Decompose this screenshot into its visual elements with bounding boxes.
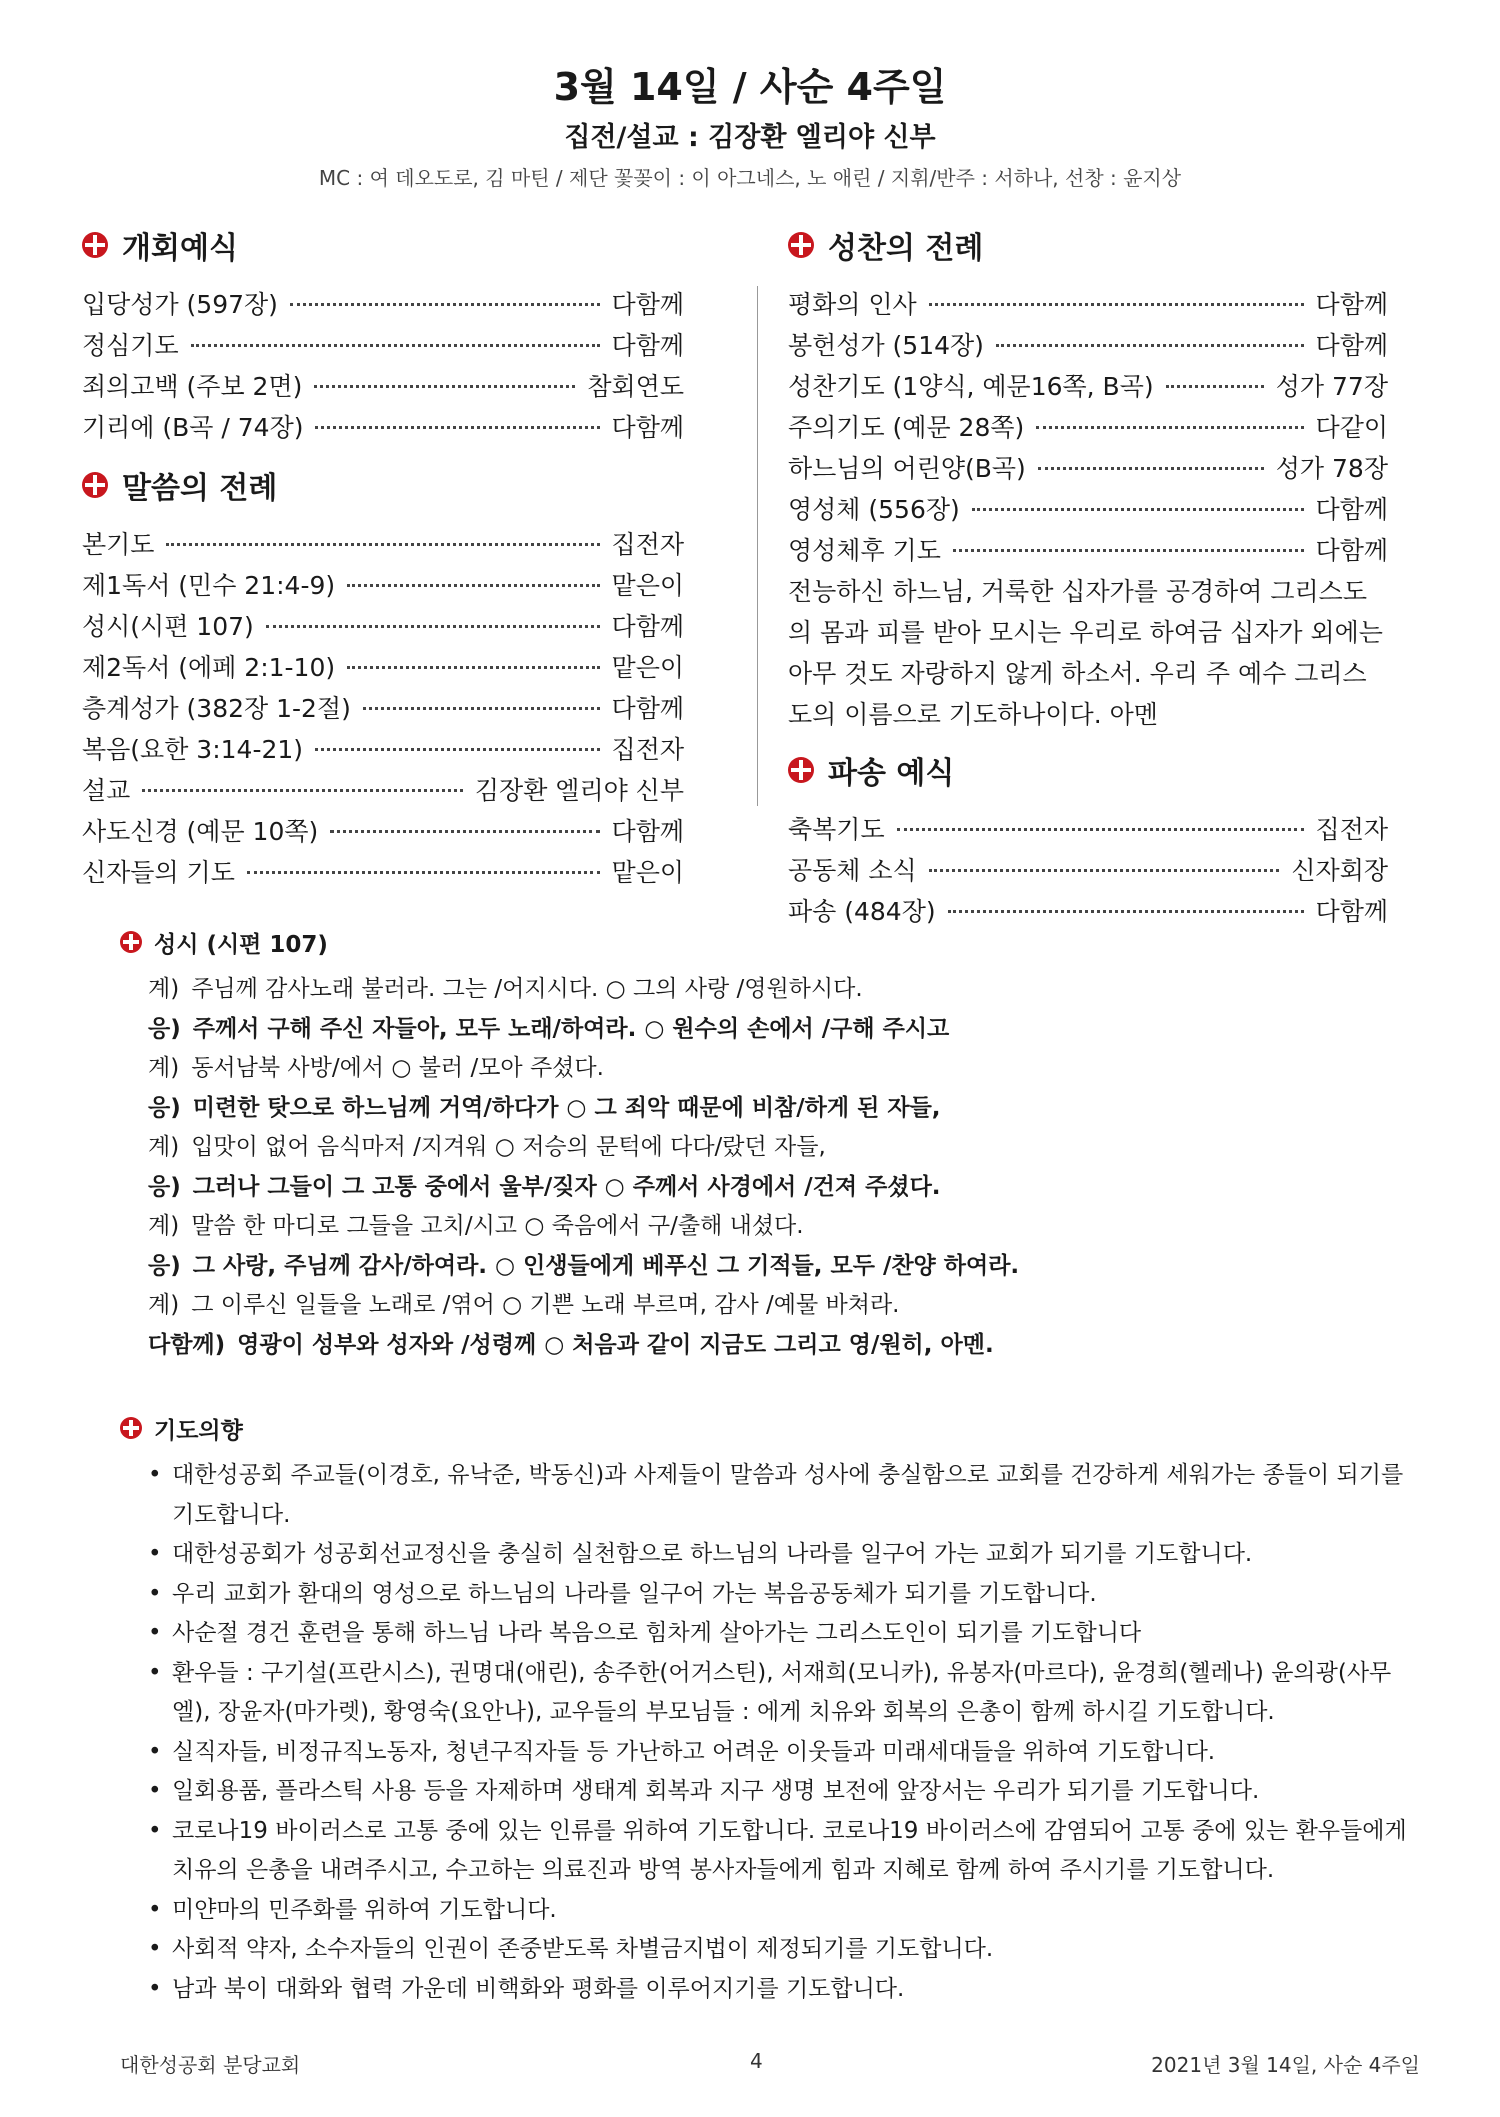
order-item [82,729,684,770]
psalm-tag: 계) [148,1134,180,1160]
leader-dots [247,871,600,874]
item-value: 집전자 [1315,815,1388,844]
section-title: 성시 (시편 107) [154,931,328,958]
order-item [788,366,1388,407]
item-label: 주의기도 (예문 28쪽) [788,413,1025,442]
psalm-line [120,1247,1420,1287]
leader-dots [972,508,1304,511]
item-label: 제1독서 (민수 21:4-9) [82,571,336,600]
word-list [82,524,684,893]
intention-text: • 우리 교회가 환대의 영성으로 하느님의 나라를 일구어 가는 복음공동체가 되기를 기도합니다. [172,1580,1097,1607]
psalm-text: 미련한 탓으로 하느님께 거역/하다가 ○ 그 죄악 때문에 비참/하게 된 자들, [192,1094,941,1121]
list-item [120,1456,1420,1535]
cross-icon [120,1417,142,1439]
leader-dots [315,426,599,429]
list-item [120,1654,1420,1733]
list-item [120,1930,1420,1970]
leader-dots [266,625,600,628]
page-title: 3월 14일 / 사순 4주일 [553,65,947,109]
section-title: 파송 예식 [828,756,955,791]
psalm-heading [120,922,1420,962]
leader-dots [363,707,600,710]
cross-icon [82,232,108,258]
item-value: 참회연도 [587,372,684,401]
list-item [120,1614,1420,1654]
item-value: 다함께 [611,290,684,319]
item-value: 다같이 [1315,413,1388,442]
item-label: 성시(시편 107) [82,612,254,641]
intention-text: • 사순절 경건 훈련을 통해 하느님 나라 복음으로 힘차게 살아가는 그리스도인이 되기를 기도합니다 [172,1620,1142,1646]
psalm-text: 영광이 성부와 성자와 /성령께 ○ 처음과 같이 지금도 그리고 영/원히, 아멘. [237,1331,994,1358]
item-value: 다함께 [1315,897,1388,926]
item-label: 본기도 [82,530,155,559]
intention-text: • 일회용품, 플라스틱 사용 등을 자제하며 생태계 회복과 지구 생명 보전에 앞장서는 우리가 되기를 기도합니다. [172,1778,1260,1804]
order-item [82,770,684,811]
intention-text: • 환우들 : 구기설(프란시스), 권명대(애린), 송주한(어거스틴), 서재희(모니카), 유봉자(마르다), 윤경희(헬레나) 윤의광(사무엘), 장윤자(마가렛), 황영숙(요안나), 교우들의 부모님들 : 에게 치유와 회복의 은총이 함께 하시길 기도합니다. [172,1659,1392,1725]
intention-text: • 사회적 약자, 소수자들의 인권이 존중받도록 차별금지법이 제정되기를 기도합니다. [172,1936,994,1962]
intention-text: • 미얀마의 민주화를 위하여 기도합니다. [172,1896,557,1923]
order-item [82,852,684,893]
cross-icon [788,757,814,783]
list-item [120,1733,1420,1773]
leader-dots [897,828,1304,831]
psalm-text: 입맛이 없어 음식마저 /지겨워 ○ 저승의 문턱에 다다/랐던 자들, [191,1134,826,1160]
psalm-tag: 응) [148,1173,181,1200]
order-item [788,530,1388,571]
footer-date: 2021년 3월 14일, 사순 4주일 [1151,2053,1420,2077]
page-header [0,62,1500,194]
intention-text: • 실직자들, 비정규직노동자, 청년구직자들 등 가난하고 어려운 이웃들과 미래세대들을 위하여 기도합니다. [172,1738,1216,1765]
section-title: 말씀의 전례 [122,471,278,506]
intentions-list [120,1456,1420,2009]
intentions-heading [120,1408,1420,1448]
leader-dots [166,543,599,546]
order-item [788,809,1388,850]
item-value: 집전자 [611,735,684,764]
item-value: 다함께 [611,817,684,846]
list-item [120,1575,1420,1615]
item-label: 공동체 소식 [788,856,917,885]
item-label: 죄의고백 (주보 2면) [82,372,303,401]
item-label: 층계성가 (382장 1-2절) [82,694,351,723]
order-item [82,325,684,366]
column-divider [757,286,758,806]
order-item [82,811,684,852]
psalm-line [120,1049,1420,1089]
psalm-tag: 계) [148,1055,180,1081]
psalm-text: 그 이루신 일들을 노래로 /엮어 ○ 기쁜 노래 부르며, 감사 /예물 바쳐라. [191,1292,900,1318]
intention-text: • 코로나19 바이러스로 고통 중에 있는 인류를 위하여 기도합니다. 코로나19 바이러스에 감염되어 고통 중에 있는 환우들에게 치유의 은총을 내려주시고, 수고하는 의료진과 방역 봉사자들에게 힘과 지혜로 함께 하여 주시기를 기도합니다. [172,1817,1407,1883]
leader-dots [191,344,600,347]
leader-dots [315,748,600,751]
psalm-text: 말씀 한 마디로 그들을 고치/시고 ○ 죽음에서 구/출해 내셨다. [191,1213,804,1239]
list-item [120,1891,1420,1931]
psalm-tag: 응) [148,1252,181,1279]
section-opening-rites [82,222,684,268]
item-value: 김장환 엘리야 신부 [474,776,684,805]
cross-icon [82,472,108,498]
item-label: 축복기도 [788,815,885,844]
order-item [788,489,1388,530]
psalm-line [120,1326,1420,1366]
item-label: 신자들의 기도 [82,858,235,887]
psalm-text: 그 사랑, 주님께 감사/하여라. ○ 인생들에게 베푸신 그 기적들, 모두 /찬양 하여라. [192,1252,1020,1279]
item-value: 집전자 [611,530,684,559]
intention-text: • 대한성공회 주교들(이경호, 유낙준, 박동신)과 사제들이 말씀과 성사에 충실함으로 교회를 건강하게 세워가는 종들이 되기를 기도합니다. [172,1462,1404,1528]
order-item [82,366,684,407]
section-dismissal [788,747,1388,793]
item-label: 봉헌성가 (514장) [788,331,984,360]
item-value: 성가 78장 [1275,454,1388,483]
item-value: 성가 77장 [1275,372,1388,401]
leader-dots [142,789,463,792]
item-label: 하느님의 어린양(B곡) [788,454,1026,483]
leader-dots [330,830,599,833]
leader-dots [948,910,1304,913]
item-label: 파송 (484장) [788,897,936,926]
leader-dots [290,303,600,306]
psalm-line [120,1286,1420,1326]
eucharist-list [788,284,1388,571]
cross-icon [788,232,814,258]
leader-dots [347,666,599,669]
psalm-line [120,970,1420,1010]
item-value: 다함께 [611,413,684,442]
leader-dots [1166,385,1264,388]
order-item [788,850,1388,891]
opening-list [82,284,684,448]
section-title: 기도의향 [154,1417,243,1444]
item-value: 다함께 [611,612,684,641]
order-item [788,325,1388,366]
psalm-section [120,922,1420,1365]
right-column [788,222,1388,932]
item-label: 복음(요한 3:14-21) [82,735,304,764]
order-item [82,565,684,606]
list-item [120,1772,1420,1812]
item-label: 사도신경 (예문 10쪽) [82,817,319,846]
list-item [120,1970,1420,2010]
celebrant-line: 집전/설교 : 김장환 엘리야 신부 [564,122,936,153]
post-communion-prayer: 전능하신 하느님, 거룩한 십자가를 공경하여 그리스도의 몸과 피를 받아 모시는 우리로 하여금 십자가 외에는 아무 것도 자랑하지 않게 하소서. 우리 주 예수 그리스도의 이름으로 기도하나이다. 아멘 [788,577,1383,729]
item-value: 맡은이 [611,653,684,682]
psalm-tag: 다함께) [148,1331,226,1358]
psalm-tag: 계) [148,1213,180,1239]
psalm-tag: 계) [148,976,180,1002]
leader-dots [953,549,1304,552]
psalm-text: 주님께 감사노래 불러라. 그는 /어지시다. ○ 그의 사랑 /영원하시다. [191,976,863,1002]
psalm-line [120,1168,1420,1208]
order-item [82,524,684,565]
list-item [120,1812,1420,1891]
psalm-tag: 계) [148,1292,180,1318]
section-title: 성찬의 전례 [828,231,984,266]
order-item [82,407,684,448]
item-value: 다함께 [1315,495,1388,524]
item-value: 다함께 [611,694,684,723]
item-value: 맡은이 [611,858,684,887]
item-label: 평화의 인사 [788,290,917,319]
staff-line: MC : 여 데오도로, 김 마틴 / 제단 꽃꽂이 : 이 아그네스, 노 애린 / 지휘/반주 : 서하나, 선창 : 윤지상 [318,166,1182,190]
psalm-tag: 응) [148,1094,181,1121]
section-liturgy-of-word [82,462,684,508]
list-item [120,1535,1420,1575]
order-item [82,688,684,729]
order-item [82,647,684,688]
item-label: 기리에 (B곡 / 74장) [82,413,304,442]
intentions-section [120,1408,1420,2009]
item-value: 맡은이 [611,571,684,600]
leader-dots [314,385,575,388]
section-title: 개회예식 [122,231,238,266]
item-label: 제2독서 (에페 2:1-10) [82,653,336,682]
item-value: 다함께 [1315,331,1388,360]
order-item [788,448,1388,489]
order-item [82,284,684,325]
item-label: 설교 [82,776,131,805]
leader-dots [1036,426,1303,429]
order-item [788,407,1388,448]
item-value: 다함께 [1315,290,1388,319]
item-label: 영성체 (556장) [788,495,960,524]
dismissal-list [788,809,1388,932]
order-item [82,606,684,647]
psalm-text: 주께서 구해 주신 자들아, 모두 노래/하여라. ○ 원수의 손에서 /구해 주시고 [192,1015,950,1042]
leader-dots [929,303,1304,306]
order-item [788,284,1388,325]
psalm-text: 동서남북 사방/에서 ○ 불러 /모아 주셨다. [191,1055,604,1081]
psalm-text: 그러나 그들이 그 고통 중에서 울부/짖자 ○ 주께서 사경에서 /건져 주셨다. [192,1173,941,1200]
item-value: 다함께 [1315,536,1388,565]
leader-dots [996,344,1304,347]
page-number: 4 [750,2049,763,2073]
psalm-line [120,1089,1420,1129]
psalm-tag: 응) [148,1015,181,1042]
item-value: 신자회장 [1291,856,1388,885]
item-label: 입당성가 (597장) [82,290,278,319]
psalm-line [120,1128,1420,1168]
item-label: 정심기도 [82,331,179,360]
intention-text: • 대한성공회가 성공회선교정신을 충실히 실천함으로 하느님의 나라를 일구어 가는 교회가 되기를 기도합니다. [172,1541,1253,1567]
cross-icon [120,931,142,953]
intention-text: • 남과 북이 대화와 협력 가운데 비핵화와 평화를 이루어지기를 기도합니다. [172,1975,905,2002]
footer-church: 대한성공회 분당교회 [120,2053,301,2077]
psalm-line [120,1010,1420,1050]
item-value: 다함께 [611,331,684,360]
leader-dots [929,869,1280,872]
item-label: 성찬기도 (1양식, 예문16쪽, B곡) [788,372,1154,401]
leader-dots [1038,467,1264,470]
leader-dots [347,584,599,587]
psalm-line [120,1207,1420,1247]
item-label: 영성체후 기도 [788,536,941,565]
left-column [82,222,684,893]
section-eucharist [788,222,1388,268]
